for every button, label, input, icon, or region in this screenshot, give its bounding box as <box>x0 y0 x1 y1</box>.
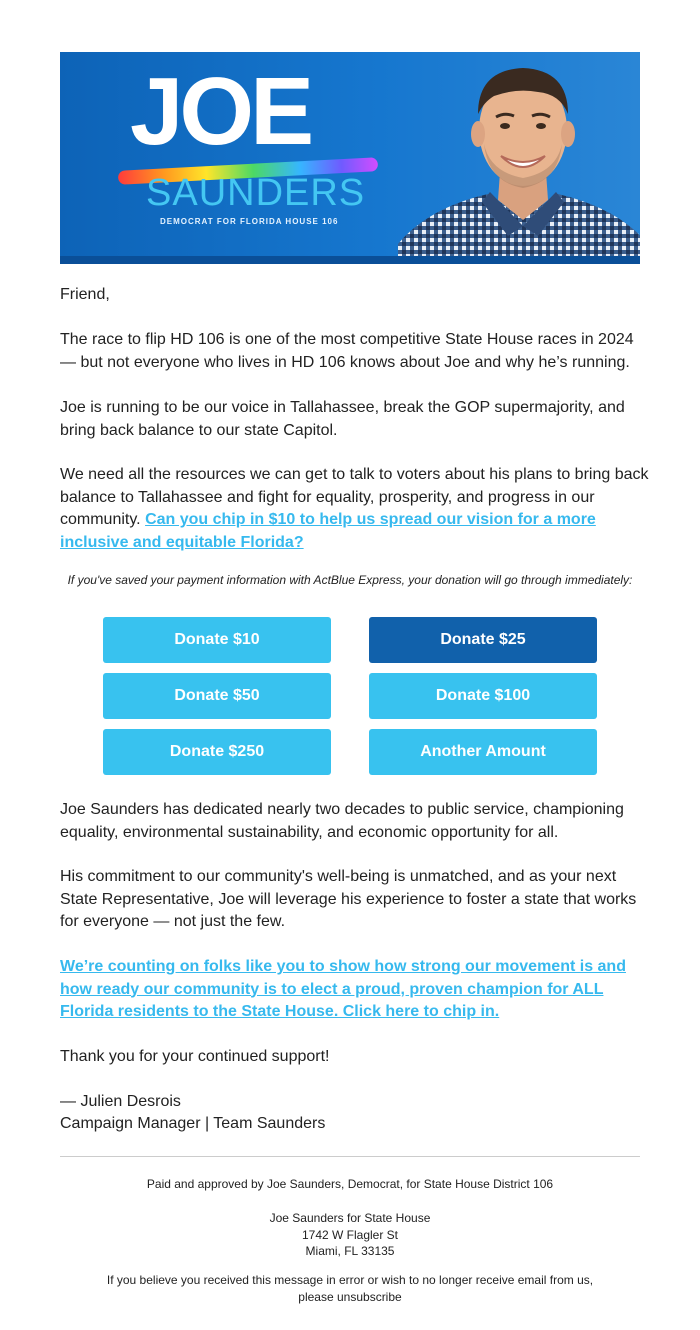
header-banner <box>60 52 640 264</box>
click-here-chip-in-link[interactable]: We’re counting on folks like you to show how strong our movement is and how ready our community is to elect a proud, proven champion for ALL Florida residents to the State House. Click here to chip in. <box>60 958 626 1020</box>
paid-for-disclaimer: Paid and approved by Joe Saunders, Democrat, for State House District 106 <box>146 1177 554 1191</box>
unsubscribe-text: If you believe you received this message in error or wish to no longer receive email from us, <box>106 1273 594 1287</box>
candidate-portrait <box>398 52 640 264</box>
paragraph-counting <box>60 956 650 1024</box>
paragraph-resources <box>60 464 650 554</box>
signature-name: — Julien Desrois <box>60 1093 181 1110</box>
paragraph-resources-text: We need all the resources we can get to talk to voters about his plans to bring back balance to Tallahassee and fight for equality, prosperity, and progress in our community. <box>60 466 649 528</box>
donate-25-button[interactable]: Donate $25 <box>369 617 597 663</box>
donate-250-button[interactable]: Donate $250 <box>103 729 331 775</box>
greeting: Friend, <box>60 286 110 303</box>
paragraph-commitment: His commitment to our community's well-being is unmatched, and as your next State Representative, Joe will leverage his experience to foster a state that works for everyone — not just the few. <box>60 868 637 930</box>
donate-100-button[interactable]: Donate $100 <box>369 673 597 719</box>
chip-in-10-link[interactable]: Can you chip in $10 to help us spread our vision for a more inclusive and equitable Florida? <box>60 511 596 551</box>
donate-10-button[interactable]: Donate $10 <box>103 617 331 663</box>
footer-street: 1742 W Flagler St <box>301 1228 399 1242</box>
paragraph-service: Joe Saunders has dedicated nearly two decades to public service, championing equality, environmental sustainability, and economic opportunity for all. <box>60 801 624 841</box>
paragraph-race: The race to flip HD 106 is one of the most competitive State House races in 2024 — but not everyone who lives in HD 106 knows about Joe and why he’s running. <box>60 331 634 371</box>
logo-tagline: DEMOCRAT FOR FLORIDA HOUSE 106 <box>160 217 339 226</box>
logo-first-name: JOE <box>130 58 311 165</box>
thank-you: Thank you for your continued support! <box>60 1048 330 1065</box>
signature-title: Campaign Manager | Team Saunders <box>60 1115 326 1132</box>
unsubscribe-link[interactable]: please unsubscribe <box>298 1289 402 1304</box>
footer-divider <box>60 1156 640 1157</box>
donate-another-amount-button[interactable]: Another Amount <box>369 729 597 775</box>
unsubscribe-notice <box>60 1272 640 1305</box>
footer-org-name: Joe Saunders for State House <box>269 1211 431 1225</box>
banner-bottom-stripe <box>60 256 640 264</box>
logo-last-name: SAUNDERS <box>146 172 366 214</box>
actblue-express-note: If you've saved your payment information with ActBlue Express, your donation will go through immediately: <box>67 573 633 587</box>
paragraph-voice: Joe is running to be our voice in Tallahassee, break the GOP supermajority, and bring back balance to our state Capitol. <box>60 399 625 439</box>
donate-50-button[interactable]: Donate $50 <box>103 673 331 719</box>
footer-city: Miami, FL 33135 <box>305 1244 395 1258</box>
